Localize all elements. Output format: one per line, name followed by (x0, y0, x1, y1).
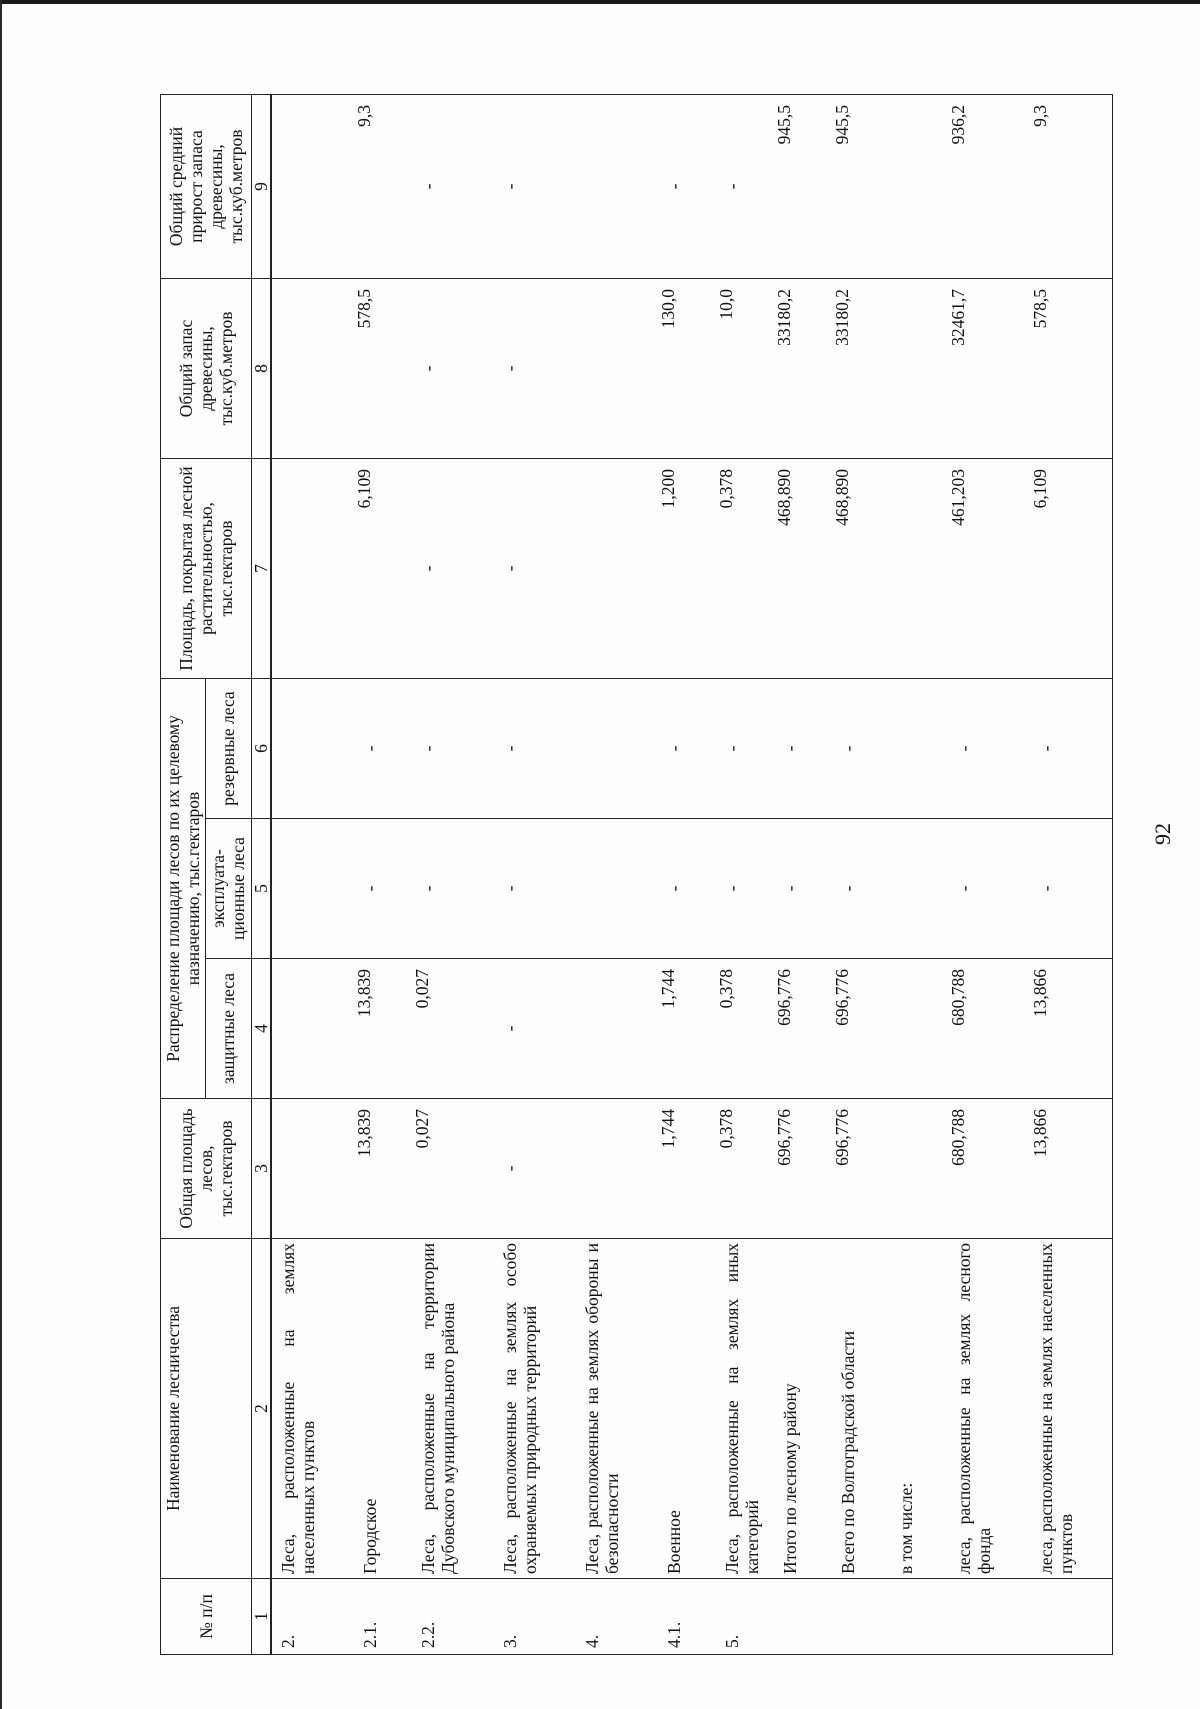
cell-avg-growth: - (716, 95, 774, 279)
cell-reserve: - (1030, 679, 1113, 819)
cell-exploitation: - (494, 819, 576, 959)
column-number: 2 (251, 1239, 271, 1579)
column-number: 6 (251, 679, 271, 819)
cell-total-area: 680,788 (948, 1099, 1030, 1239)
cell-timber-stock: 578,5 (1030, 279, 1113, 459)
column-number: 1 (251, 1579, 271, 1655)
cell-covered-area: - (412, 459, 494, 679)
cell-protective: 13,839 (354, 959, 412, 1099)
cell-total-area: 0,027 (412, 1099, 494, 1239)
cell-protective: 0,027 (412, 959, 494, 1099)
header-avg-growth: Общий средний прирост запаса древесины, тыс.куб.метров (161, 95, 252, 279)
cell-total-area: 13,866 (1030, 1099, 1113, 1239)
cell-exploitation: - (658, 819, 716, 959)
cell-avg-growth (890, 95, 948, 279)
column-numbers-row (251, 95, 271, 1655)
cell-protective: 696,776 (832, 959, 890, 1099)
cell-timber-stock (576, 279, 658, 459)
cell-timber-stock (890, 279, 948, 459)
cell-protective: 0,378 (716, 959, 774, 1099)
cell-total-area: - (494, 1099, 576, 1239)
cell-exploitation: - (716, 819, 774, 959)
cell-total-area (271, 1099, 354, 1239)
cell-exploitation (576, 819, 658, 959)
header-total-area: Общая площадь лесов, тыс.гектаров (161, 1099, 252, 1239)
cell-covered-area: 6,109 (354, 459, 412, 679)
row-number (1030, 1579, 1113, 1655)
cell-exploitation (890, 819, 948, 959)
cell-covered-area: 468,890 (774, 459, 832, 679)
cell-protective: 1,744 (658, 959, 716, 1099)
cell-protective (890, 959, 948, 1099)
cell-covered-area: 6,109 (1030, 459, 1113, 679)
table-row (576, 95, 658, 1655)
row-number (774, 1579, 832, 1655)
cell-exploitation: - (354, 819, 412, 959)
scan-edge-top (0, 0, 1200, 4)
cell-protective: - (494, 959, 576, 1099)
cell-avg-growth: 945,5 (832, 95, 890, 279)
header-row-1 (161, 95, 206, 1655)
rotated-table-sheet (160, 95, 1080, 1655)
cell-avg-growth: 9,3 (354, 95, 412, 279)
cell-protective: 680,788 (948, 959, 1030, 1099)
row-name: Городское (354, 1239, 412, 1579)
table-row (494, 95, 576, 1655)
cell-timber-stock: - (412, 279, 494, 459)
cell-reserve: - (948, 679, 1030, 819)
cell-reserve: - (494, 679, 576, 819)
cell-avg-growth: - (658, 95, 716, 279)
row-name: Леса, расположенные на землях населенных пунктов (271, 1239, 354, 1579)
cell-exploitation: - (412, 819, 494, 959)
cell-reserve: - (774, 679, 832, 819)
cell-timber-stock: 130,0 (658, 279, 716, 459)
cell-covered-area: 461,203 (948, 459, 1030, 679)
cell-total-area: 696,776 (832, 1099, 890, 1239)
cell-avg-growth: - (412, 95, 494, 279)
row-name: Леса, расположенные на землях обороны и безопасности (576, 1239, 658, 1579)
row-number (948, 1579, 1030, 1655)
cell-reserve (890, 679, 948, 819)
cell-reserve: - (832, 679, 890, 819)
cell-total-area (890, 1099, 948, 1239)
forest-distribution-table (160, 94, 1113, 1655)
row-name: Леса, расположенные на землях иных категорий (716, 1239, 774, 1579)
cell-total-area: 1,744 (658, 1099, 716, 1239)
row-name: Итого по лесному району (774, 1239, 832, 1579)
cell-avg-growth: - (494, 95, 576, 279)
cell-protective: 696,776 (774, 959, 832, 1099)
table-row (832, 95, 890, 1655)
cell-reserve: - (658, 679, 716, 819)
table-row (890, 95, 948, 1655)
row-name: Военное (658, 1239, 716, 1579)
header-timber-stock: Общий запас древесины, тыс.куб.метров (161, 279, 252, 459)
table-row (412, 95, 494, 1655)
cell-reserve (576, 679, 658, 819)
row-number: 4.1. (658, 1579, 716, 1655)
table-row (948, 95, 1030, 1655)
cell-covered-area (890, 459, 948, 679)
column-number: 7 (251, 459, 271, 679)
row-number: 2.1. (354, 1579, 412, 1655)
header-exploitation: эксплуата-ционные леса (206, 819, 251, 959)
cell-covered-area: - (494, 459, 576, 679)
row-number (890, 1579, 948, 1655)
cell-avg-growth (271, 95, 354, 279)
cell-avg-growth: 9,3 (1030, 95, 1113, 279)
row-name: Всего по Волгоградской области (832, 1239, 890, 1579)
cell-exploitation: - (774, 819, 832, 959)
header-reserve: резервные леса (206, 679, 251, 819)
row-number: 2.2. (412, 1579, 494, 1655)
cell-timber-stock: 33180,2 (832, 279, 890, 459)
cell-covered-area: 468,890 (832, 459, 890, 679)
cell-avg-growth (576, 95, 658, 279)
row-number: 5. (716, 1579, 774, 1655)
column-number: 5 (251, 819, 271, 959)
cell-total-area: 13,839 (354, 1099, 412, 1239)
row-name: в том числе: (890, 1239, 948, 1579)
cell-protective (576, 959, 658, 1099)
row-name: Леса, расположенные на землях особо охраняемых природных территорий (494, 1239, 576, 1579)
page-number: 92 (1150, 823, 1175, 845)
row-name: Леса, расположенные на территории Дубовского муниципального района (412, 1239, 494, 1579)
table-row (271, 95, 354, 1655)
row-name: леса, расположенные на землях лесного фонда (948, 1239, 1030, 1579)
cell-timber-stock: 32461,7 (948, 279, 1030, 459)
table-row (716, 95, 774, 1655)
page-number-block (1150, 805, 1190, 845)
cell-exploitation: - (1030, 819, 1113, 959)
header-num: № п/п (161, 1579, 252, 1655)
cell-total-area (576, 1099, 658, 1239)
scan-edge-left (0, 0, 2, 1709)
cell-covered-area: 0,378 (716, 459, 774, 679)
cell-timber-stock (271, 279, 354, 459)
table-row (1030, 95, 1113, 1655)
row-number (832, 1579, 890, 1655)
column-number: 9 (251, 95, 271, 279)
cell-timber-stock: 578,5 (354, 279, 412, 459)
cell-total-area: 0,378 (716, 1099, 774, 1239)
column-number: 8 (251, 279, 271, 459)
cell-timber-stock: 10,0 (716, 279, 774, 459)
row-number: 4. (576, 1579, 658, 1655)
column-number: 4 (251, 959, 271, 1099)
cell-timber-stock: 33180,2 (774, 279, 832, 459)
cell-timber-stock: - (494, 279, 576, 459)
cell-avg-growth: 936,2 (948, 95, 1030, 279)
cell-exploitation (271, 819, 354, 959)
row-number: 2. (271, 1579, 354, 1655)
cell-total-area: 696,776 (774, 1099, 832, 1239)
cell-covered-area: 1,200 (658, 459, 716, 679)
header-protective: защитные леса (206, 959, 251, 1099)
cell-covered-area (576, 459, 658, 679)
table-row (774, 95, 832, 1655)
cell-reserve: - (412, 679, 494, 819)
cell-exploitation: - (832, 819, 890, 959)
column-number: 3 (251, 1099, 271, 1239)
table-row (354, 95, 412, 1655)
cell-protective: 13,866 (1030, 959, 1113, 1099)
cell-reserve: - (354, 679, 412, 819)
cell-reserve (271, 679, 354, 819)
header-covered-area: Площадь, покрытая лесной растительностью, тыс.гектаров (161, 459, 252, 679)
cell-protective (271, 959, 354, 1099)
table-row (658, 95, 716, 1655)
row-number: 3. (494, 1579, 576, 1655)
cell-exploitation: - (948, 819, 1030, 959)
row-name: леса, расположенные на землях населенных пунктов (1030, 1239, 1113, 1579)
cell-covered-area (271, 459, 354, 679)
cell-reserve: - (716, 679, 774, 819)
header-distribution: Распределение площади лесов по их целевому назначению, тыс.гектаров (161, 679, 206, 1099)
cell-avg-growth: 945,5 (774, 95, 832, 279)
header-name: Наименование лесничества (161, 1239, 252, 1579)
